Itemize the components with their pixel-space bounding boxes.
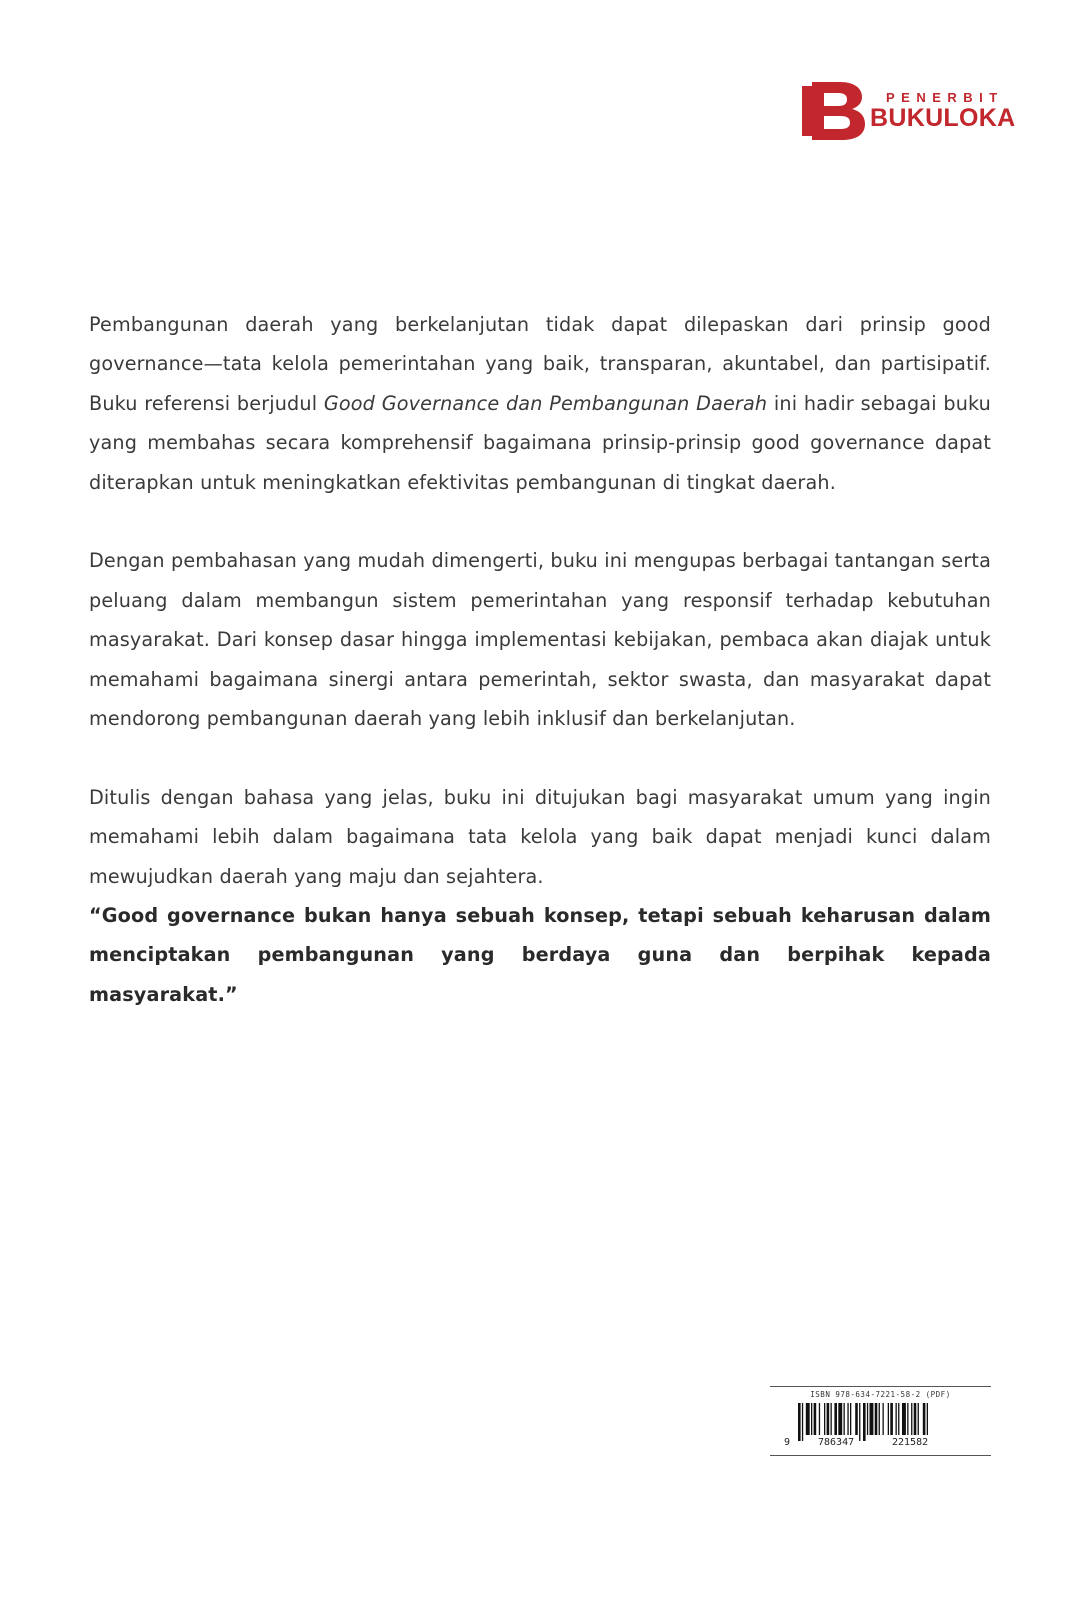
barcode-bar <box>811 1403 812 1435</box>
paragraph-1-rest: ini hadir sebagai buku yang membahas secara komprehensif bagaimana prinsip-prinsip good governance dapat diterapkan untuk meningkatkan efektivitas pembangunan di tingkat daerah. <box>89 391 991 494</box>
barcode-bar <box>844 1403 845 1435</box>
barcode-icon <box>770 1403 991 1443</box>
logo-penerbit-text: PENERBIT <box>886 90 1004 105</box>
publisher-b-mark-icon <box>802 82 868 140</box>
barcode-bar <box>870 1403 874 1435</box>
barcode-bar <box>802 1403 803 1441</box>
barcode-bar <box>834 1403 837 1435</box>
paragraph-1-intro: Pembangunan daerah yang berkelanjutan tidak dapat dilepaskan dari prinsip good governance—tata kelola pemerintahan yang baik, transparan, akuntabel, dan partisipatif. Buku referensi berjudul <box>89 313 991 415</box>
barcode-bar <box>896 1403 897 1435</box>
closing-quote: “Good governance bukan hanya sebuah konsep, tetapi sebuah keharusan dalam menciptakan pembangunan yang berdaya guna dan berpihak kepada masyarakat.” <box>89 904 991 1006</box>
barcode-bar <box>855 1403 858 1435</box>
paragraph-1 <box>89 305 991 502</box>
barcode-bar <box>819 1403 820 1435</box>
paragraph-2: Dengan pembahasan yang mudah dimengerti, buku ini mengupas berbagai tantangan serta peluang dalam membangun sistem pemerintahan yang responsif terhadap kebutuhan masyarakat. Dari konsep dasar hingga implementasi kebijakan, pembaca akan diajak untuk memahami bagaimana sinergi antara pemerintah, sektor swasta, dan masyarakat dapat mendorong pembangunan daerah yang lebih inklusif dan berkelanjutan. <box>89 549 991 731</box>
barcode-bar <box>902 1403 906 1435</box>
paragraph-3: Ditulis dengan bahasa yang jelas, buku ini ditujukan bagi masyarakat umum yang ingin memahami lebih dalam bagaimana tata kelola yang baik dapat menjadi kunci dalam mewujudkan daerah yang maju dan sejahtera. <box>89 785 991 888</box>
barcode-bar <box>883 1403 884 1435</box>
barcode-digits-left: 786347 <box>818 1437 855 1448</box>
barcode-bar <box>875 1403 878 1435</box>
barcode-bar <box>850 1403 851 1435</box>
back-cover-text <box>89 305 991 1014</box>
barcode-bar <box>824 1403 825 1435</box>
barcode-bar <box>827 1403 830 1435</box>
barcode-bar <box>831 1403 832 1435</box>
isbn-label: ISBN 978-634-7221-58-2 (PDF) <box>810 1390 951 1399</box>
barcode-bar <box>838 1403 842 1435</box>
barcode-bar <box>847 1403 848 1435</box>
book-title: Good Governance dan Pembangunan Daerah <box>323 391 768 415</box>
barcode-digit-first: 9 <box>784 1437 791 1448</box>
barcode-bar <box>863 1403 866 1441</box>
barcode-bar <box>918 1403 919 1435</box>
barcode-bar <box>927 1403 928 1435</box>
barcode-bar <box>879 1403 880 1435</box>
barcode-bar <box>888 1403 889 1435</box>
isbn-barcode <box>770 1386 991 1456</box>
logo-bukuloka-text: BUKULOKA <box>870 104 1016 132</box>
barcode-bar <box>798 1403 801 1441</box>
barcode-bar <box>911 1403 912 1435</box>
barcode-bar <box>923 1403 926 1435</box>
barcode-bar <box>890 1403 893 1435</box>
barcode-digits-right: 221582 <box>892 1437 929 1448</box>
barcode-bar <box>867 1403 868 1435</box>
barcode-bar <box>859 1403 860 1441</box>
barcode-bar <box>907 1403 908 1435</box>
barcode-bar <box>914 1403 917 1435</box>
barcode-bar <box>806 1403 810 1435</box>
barcode-bar <box>898 1403 899 1435</box>
publisher-logo <box>802 82 1022 142</box>
barcode-bar <box>814 1403 817 1435</box>
